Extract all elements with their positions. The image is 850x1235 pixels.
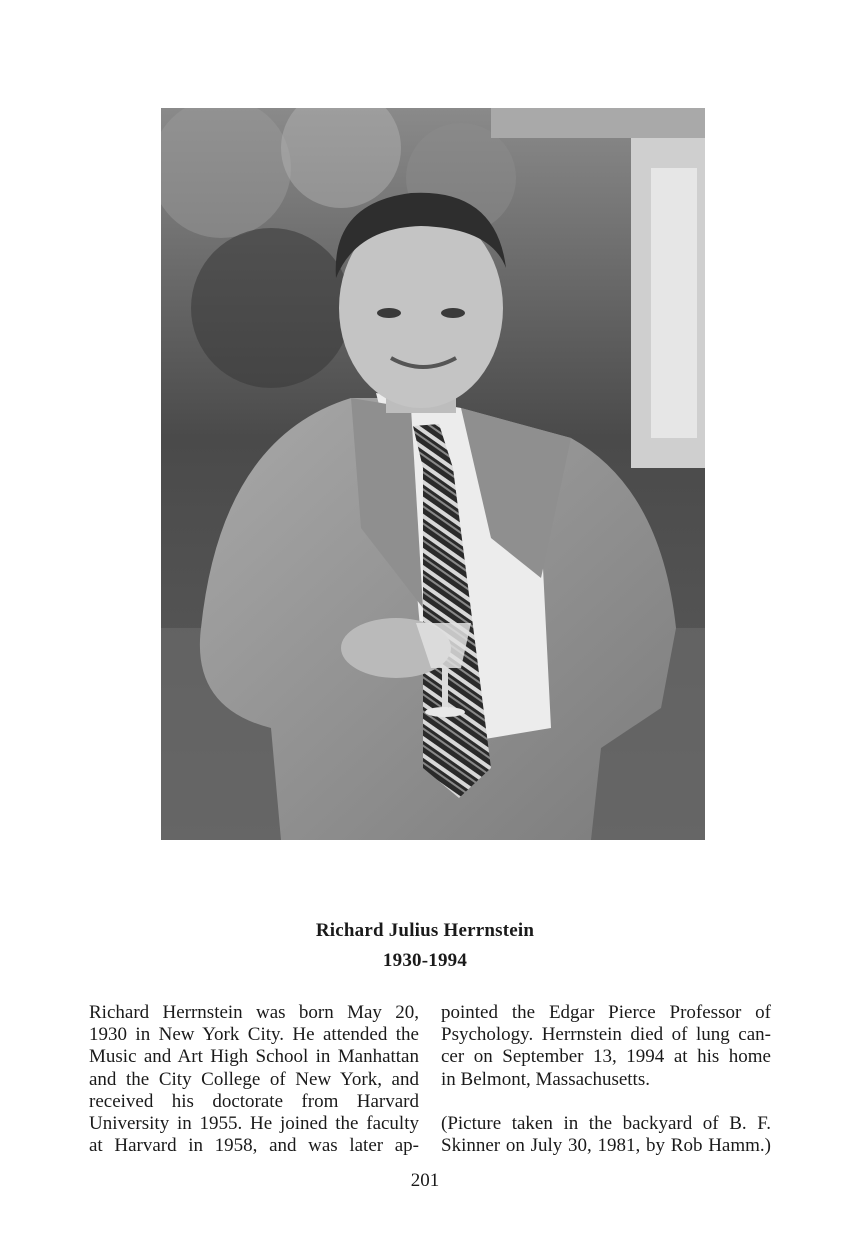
biography-line: 1930 in New York City. He attended the — [89, 1024, 419, 1046]
biography-line: pointed the Edgar Pierce Professor of — [441, 1002, 771, 1023]
photo-caption-line: Skinner on July 30, 1981, by Rob Hamm.) — [441, 1135, 771, 1157]
photo-caption-line: (Picture taken in the backyard of B. F. — [441, 1112, 771, 1134]
biography-line: received his doctorate from Harvard — [89, 1090, 419, 1112]
life-years: 1930-1994 — [382, 950, 468, 971]
biography-line: and the City College of New York, and — [89, 1068, 419, 1090]
biography-line: cer on September 13, 1994 at his home — [441, 1046, 771, 1068]
portrait-illustration — [161, 108, 705, 840]
subject-name: Richard Julius Herrnstein — [315, 920, 535, 941]
biography-line: University in 1955. He joined the faculty — [89, 1113, 419, 1135]
biography-line: Psychology. Herrnstein died of lung can- — [441, 1024, 771, 1046]
biography-line: Richard Herrnstein was born May 20, — [89, 1002, 419, 1023]
portrait-photo — [161, 108, 705, 840]
biography-left-column — [89, 1002, 419, 1157]
biography-right-column — [441, 1002, 771, 1157]
biography-line: in Belmont, Massachusetts. — [441, 1068, 650, 1090]
page-number: 201 — [410, 1170, 440, 1191]
biography-line: Music and Art High School in Manhattan — [89, 1046, 419, 1068]
biography-line: at Harvard in 1958, and was later ap- — [89, 1135, 419, 1157]
